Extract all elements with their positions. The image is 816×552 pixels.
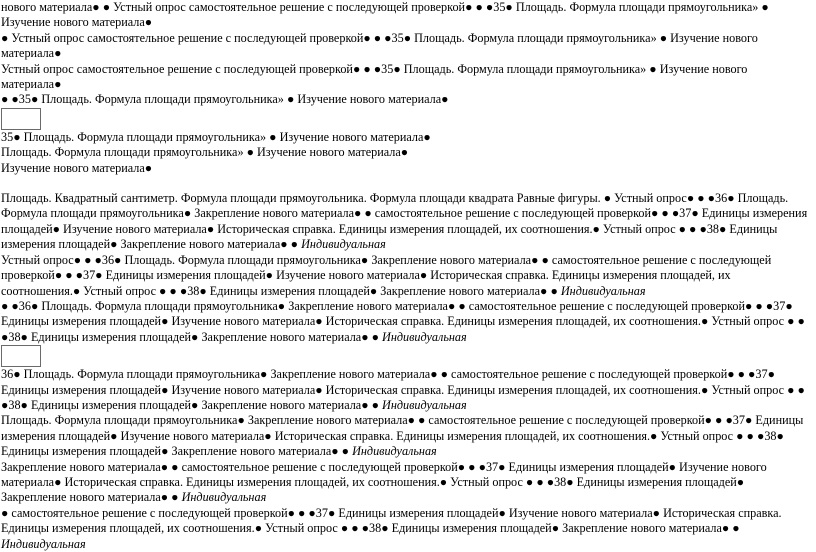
empty-cell-box: [1, 108, 41, 130]
paragraph-10-text: ● ●36● Площадь. Формула площади прямоугольника● Закрепление нового материала● ● самостоятельное решение с последующей проверкой● ● ●37● Единицы измерения площадей● Изучение нового материала● Историческая справка. Единицы измерения площадей, их соотношения.● Устный опрос ● ● ●38● Единицы измерения площадей● Закрепление нового материала● ●: [1, 298, 805, 344]
paragraph-11: [1, 367, 808, 413]
paragraph-2: ● Устный опрос самостоятельное решение с последующей проверкой● ● ●35● Площадь. Формула площади прямоугольника» ● Изучение нового материала●: [1, 30, 758, 61]
paragraph-13-italic: Индивидуальная: [181, 490, 267, 505]
paragraph-1: нового материала● ● Устный опрос самостоятельное решение с последующей проверкой● ● ●35● Площадь. Формула площади прямоугольника» ● Изучение нового материала●: [1, 0, 769, 30]
paragraph-10: [1, 299, 808, 345]
paragraph-9-text: Устный опрос● ● ●36● Площадь. Формула площади прямоугольника● Закрепление нового материала● ● самостоятельное решение с последующей проверкой● ● ●37● Единицы измерения площадей● Изучение нового материала● Историческая справка. Единицы измерения площадей, их соотношения.● Устный опрос ● ● ●38● Единицы измерения площадей● Закрепление нового материала● ●: [1, 252, 772, 298]
paragraph-11-text: 36● Площадь. Формула площади прямоугольника● Закрепление нового материала● ● самостоятельное решение с последующей проверкой● ● ●37● Единицы измерения площадей● Изучение нового материала● Историческая справка. Единицы измерения площадей, их соотношения.● Устный опрос ● ● ●38● Единицы измерения площадей● Закрепление нового материала● ●: [1, 367, 805, 412]
paragraph-8: [1, 191, 808, 253]
paragraph-13: [1, 460, 808, 506]
paragraph-8-text: Площадь. Квадратный сантиметр. Формула площади прямоугольника. Формула площади квадрата Равные фигуры. ● Устный опрос● ● ●36● Площадь. Формула площади прямоугольника● Закрепление нового материала● ● самостоятельное решение с последующей проверкой● ● ●37● Единицы измерения площадей● Изучение нового материала● Историческая справка. Единицы измерения площадей, их соотношения.● Устный опрос ● ● ●38● Единицы измерения площадей● Закрепление нового материала● ●: [1, 191, 808, 252]
paragraph-9: [1, 253, 808, 299]
paragraph-14: [1, 506, 808, 552]
paragraph-13-text: Закрепление нового материала● ● самостоятельное решение с последующей проверкой● ● ●37● Единицы измерения площадей● Изучение нового материала● Историческая справка. Единицы измерения площадей, их соотношения.● Устный опрос ● ● ●38● Единицы измерения площадей● Закрепление нового материала● ●: [1, 459, 767, 505]
paragraph-7: Изучение нового материала●: [1, 160, 153, 175]
paragraph-12: [1, 413, 808, 459]
paragraph-14-italic: Индивидуальная: [1, 536, 86, 551]
paragraph-9-italic: Индивидуальная: [560, 283, 646, 298]
paragraph-8-italic: Индивидуальная: [301, 237, 386, 252]
paragraph-11-italic: Индивидуальная: [382, 397, 467, 412]
blank-line: [1, 176, 808, 191]
paragraph-12-italic: Индивидуальная: [352, 444, 437, 459]
empty-cell-box-2: [1, 345, 41, 367]
paragraph-6: Площадь. Формула площади прямоугольника» ● Изучение нового материала●: [1, 145, 409, 160]
paragraph-4: ● ●35● Площадь. Формула площади прямоугольника» ● Изучение нового материала●: [1, 92, 449, 107]
paragraph-5: 35● Площадь. Формула площади прямоугольника» ● Изучение нового материала●: [1, 129, 431, 144]
paragraph-3: Устный опрос самостоятельное решение с последующей проверкой● ● ●35● Площадь. Формула площади прямоугольника» ● Изучение нового материала●: [1, 61, 748, 92]
paragraph-12-text: Площадь. Формула площади прямоугольника● Закрепление нового материала● ● самостоятельное решение с последующей проверкой● ● ●37● Единицы измерения площадей● Изучение нового материала● Историческая справка. Единицы измерения площадей, их соотношения.● Устный опрос ● ● ●38● Единицы измерения площадей● Закрепление нового материала● ●: [1, 413, 804, 459]
paragraph-14-text: ● самостоятельное решение с последующей проверкой● ● ●37● Единицы измерения площадей● Изучение нового материала● Историческая справка. Единицы измерения площадей, их соотношения.● Устный опрос ● ● ●38● Единицы измерения площадей● Закрепление нового материала● ●: [1, 505, 782, 536]
paragraph-10-italic: Индивидуальная: [382, 329, 467, 344]
